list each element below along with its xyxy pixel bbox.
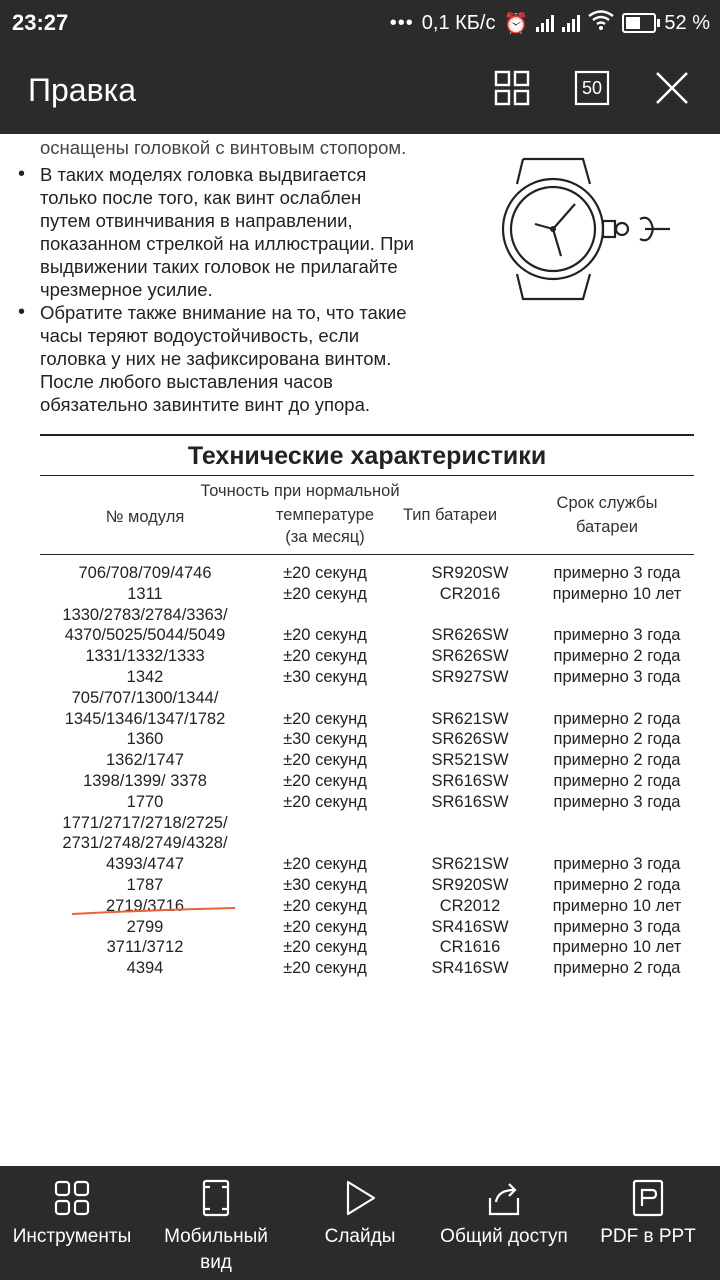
close-button[interactable] xyxy=(650,66,694,110)
mobile-view-icon xyxy=(196,1178,236,1218)
nav-pdf-to-ppt-label: PDF в PPT xyxy=(600,1226,696,1247)
cell-module: 3711/3712 xyxy=(106,938,184,957)
cell-battery-type: SR626SW xyxy=(431,626,509,645)
nav-tools[interactable] xyxy=(0,1166,144,1280)
cell-battery-type xyxy=(400,605,540,626)
cell-accuracy: ±20 секунд xyxy=(283,792,367,811)
table-row xyxy=(40,792,694,813)
nav-mobile-view[interactable] xyxy=(144,1166,288,1280)
table-row xyxy=(40,958,694,979)
cell-module: 4370/5025/5044/5049 xyxy=(64,626,226,645)
close-icon xyxy=(654,70,690,106)
table-row xyxy=(40,563,694,584)
table-row xyxy=(40,937,694,958)
cell-module: 705/707/1300/1344/ xyxy=(71,688,219,707)
cell-battery-life: примерно 2 года xyxy=(553,647,681,666)
more-dots-icon: ••• xyxy=(389,11,414,34)
cell-accuracy xyxy=(250,688,400,709)
pdf-to-ppt-icon xyxy=(628,1178,668,1218)
cell-battery-type: SR920SW xyxy=(431,564,509,582)
nav-share-label: Общий доступ xyxy=(440,1226,568,1247)
spec-table xyxy=(40,434,694,979)
cell-module: 2799 xyxy=(126,917,164,936)
share-icon xyxy=(484,1178,524,1218)
cell-module: 706/708/709/4746 xyxy=(78,564,212,582)
cut-off-line: оснащены головкой с винтовым стопором. xyxy=(40,137,407,158)
cell-battery-life: примерно 2 года xyxy=(553,730,681,749)
header-accuracy-3: (за месяц) xyxy=(285,528,365,546)
table-row xyxy=(40,750,694,771)
status-icons xyxy=(390,10,710,36)
table-row xyxy=(40,709,694,730)
cell-module: 2719/3716 xyxy=(106,896,184,915)
table-row xyxy=(40,688,694,709)
cell-accuracy: ±30 секунд xyxy=(283,730,367,749)
cell-battery-life xyxy=(540,833,694,854)
cell-module: 4394 xyxy=(126,959,164,978)
header-battery: Тип батареи xyxy=(402,506,498,524)
table-row xyxy=(40,646,694,667)
cell-battery-life: примерно 2 года xyxy=(553,959,681,978)
cell-battery-life: примерно 3 года xyxy=(553,564,681,582)
network-speed: 0,1 КБ/с xyxy=(421,11,496,34)
cell-module: 1398/1399/ 3378 xyxy=(83,771,207,790)
watch-illustration xyxy=(495,154,685,304)
cell-module: 1787 xyxy=(126,875,164,894)
cell-battery-life: примерно 3 года xyxy=(553,792,681,811)
cell-battery-type: CR1616 xyxy=(439,938,501,957)
cell-module: 1360 xyxy=(126,730,164,749)
cell-battery-type: SR626SW xyxy=(431,730,509,749)
cell-battery-type: SR616SW xyxy=(431,771,509,790)
nav-slides-label: Слайды xyxy=(324,1226,396,1247)
signal-1-icon xyxy=(536,14,554,32)
battery-icon xyxy=(622,13,656,33)
cell-battery-type: SR626SW xyxy=(431,647,509,666)
cell-battery-type: SR521SW xyxy=(431,751,509,770)
cell-battery-life: примерно 2 года xyxy=(553,709,681,728)
cell-module: 1311 xyxy=(127,584,163,603)
cell-module: 1771/2717/2718/2725/ xyxy=(62,813,228,832)
alarm-off-icon: ⏰ xyxy=(503,12,529,35)
cell-accuracy: ±20 секунд xyxy=(283,938,367,957)
header-module: № модуля xyxy=(105,508,185,526)
cell-battery-life: примерно 10 лет xyxy=(552,584,682,603)
cell-battery-type xyxy=(400,813,540,834)
cell-module: 1362/1747 xyxy=(106,751,184,770)
grid-icon xyxy=(494,70,530,106)
header-life-1: Срок службы xyxy=(556,494,658,512)
cell-battery-type: CR2016 xyxy=(439,584,501,603)
cell-battery-life: примерно 2 года xyxy=(553,751,681,770)
status-bar xyxy=(0,0,720,44)
header-accuracy-1: Точность при нормальной xyxy=(200,482,400,500)
table-title: Технические характеристики xyxy=(187,442,547,470)
cell-module: 2731/2748/2749/4328/ xyxy=(62,834,228,853)
cell-battery-life xyxy=(540,605,694,626)
cell-battery-type xyxy=(400,688,540,709)
cell-accuracy xyxy=(250,813,400,834)
table-row xyxy=(40,875,694,896)
cell-battery-life: примерно 3 года xyxy=(553,917,681,936)
table-row xyxy=(40,605,694,626)
cell-battery-type: SR416SW xyxy=(431,959,509,978)
cell-battery-life: примерно 3 года xyxy=(553,855,681,874)
cell-module: 4393/4747 xyxy=(106,855,184,874)
cell-accuracy: ±20 секунд xyxy=(283,855,367,874)
cell-module: 1331/1332/1333 xyxy=(85,647,205,666)
cell-battery-life: примерно 3 года xyxy=(553,667,681,686)
table-row xyxy=(40,729,694,750)
cell-battery-type: SR616SW xyxy=(431,792,509,811)
nav-share[interactable] xyxy=(432,1166,576,1280)
cell-accuracy: ±20 секунд xyxy=(283,709,367,728)
cell-battery-life: примерно 10 лет xyxy=(552,938,682,957)
cell-battery-type: SR920SW xyxy=(431,875,509,894)
cell-accuracy: ±20 секунд xyxy=(283,771,367,790)
table-row xyxy=(40,667,694,688)
cell-accuracy xyxy=(250,833,400,854)
cell-battery-type: CR2012 xyxy=(439,896,501,915)
cell-module: 1770 xyxy=(126,792,164,811)
table-row xyxy=(40,917,694,938)
annotation-underline xyxy=(70,906,240,918)
cell-accuracy: ±20 секунд xyxy=(283,584,367,603)
bottom-toolbar xyxy=(0,1166,720,1280)
tools-grid-icon xyxy=(52,1178,92,1218)
cell-battery-life: примерно 2 года xyxy=(553,875,681,894)
page-title: Правка xyxy=(28,72,137,108)
cell-module: 1342 xyxy=(126,667,164,686)
table-header xyxy=(40,476,694,554)
header-life-2: батареи xyxy=(575,518,638,536)
wifi-icon xyxy=(588,10,614,36)
cell-module: 1345/1346/1347/1782 xyxy=(64,709,226,728)
cell-battery-life: примерно 3 года xyxy=(553,626,681,645)
table-row xyxy=(40,584,694,605)
cell-battery-life: примерно 2 года xyxy=(553,771,681,790)
cell-module: 1330/2783/2784/3363/ xyxy=(62,605,228,624)
cell-battery-type xyxy=(400,833,540,854)
app-bar xyxy=(0,44,720,134)
bullet-paragraph: • В таких моделях головка выдвигается только после того, как винт ослаблен путем отвинчивания в направлении, показанном стрелкой на иллюстрации. При выдвижении таких головок не прилагайте чрезмерное усилие. xyxy=(18,163,488,301)
bullet-paragraph: • Обратите также внимание на то, что такие часы теряют водоустойчивость, если головка у них не зафиксирована винтом. После любого выставления часов обязательно завинтите винт до упора. xyxy=(18,301,488,416)
document-page[interactable] xyxy=(0,134,720,1166)
cell-accuracy: ±20 секунд xyxy=(283,917,367,936)
cell-battery-type: SR621SW xyxy=(431,709,509,728)
page-badge: 50 xyxy=(581,77,603,98)
nav-pdf-to-ppt[interactable] xyxy=(576,1166,720,1280)
nav-mobile-view-label: Мобильный вид xyxy=(164,1226,268,1273)
nav-slides[interactable] xyxy=(288,1166,432,1280)
play-icon xyxy=(340,1178,380,1218)
cell-accuracy xyxy=(250,605,400,626)
grid-view-button[interactable] xyxy=(490,66,534,110)
cell-accuracy: ±20 секунд xyxy=(283,959,367,978)
table-row xyxy=(40,771,694,792)
header-accuracy-2: температуре xyxy=(275,506,375,524)
cell-accuracy: ±20 секунд xyxy=(283,564,367,582)
battery-percent: 52 % xyxy=(664,11,710,34)
table-row xyxy=(40,833,694,854)
cell-battery-type: SR621SW xyxy=(431,855,509,874)
page-count-button[interactable] xyxy=(570,66,614,110)
table-row xyxy=(40,625,694,646)
cell-battery-life: примерно 10 лет xyxy=(552,896,682,915)
cell-battery-type: SR927SW xyxy=(431,667,509,686)
cell-accuracy: ±30 секунд xyxy=(283,667,367,686)
instruction-text xyxy=(18,136,488,416)
signal-2-icon xyxy=(562,14,580,32)
status-time: 23:27 xyxy=(12,10,69,35)
cell-accuracy: ±20 секунд xyxy=(283,626,367,645)
cell-accuracy: ±20 секунд xyxy=(283,751,367,770)
cell-battery-life xyxy=(540,688,694,709)
cell-battery-type: SR416SW xyxy=(431,917,509,936)
cell-accuracy: ±30 секунд xyxy=(283,875,367,894)
table-row xyxy=(40,854,694,875)
table-row xyxy=(40,813,694,834)
cell-accuracy: ±20 секунд xyxy=(283,647,367,666)
nav-tools-label: Инструменты xyxy=(12,1226,132,1247)
cell-battery-life xyxy=(540,813,694,834)
cell-accuracy: ±20 секунд xyxy=(283,896,367,915)
